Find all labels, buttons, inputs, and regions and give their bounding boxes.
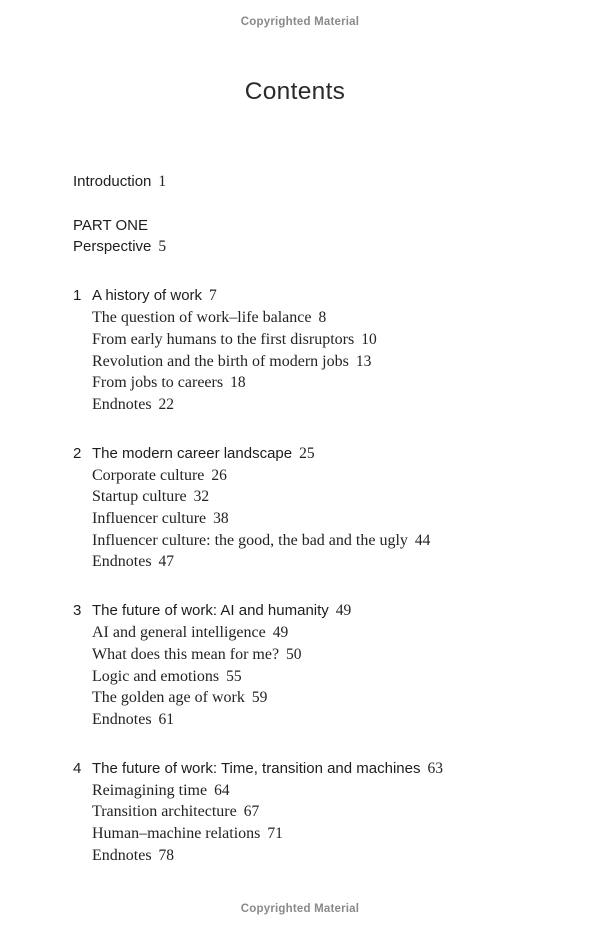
section-entry	[73, 709, 588, 731]
section-title: Startup culture	[92, 488, 187, 506]
section-entry	[73, 845, 588, 867]
chapter-page-number: 49	[335, 602, 352, 620]
section-page-number: 49	[272, 624, 289, 642]
section-title: Endnotes	[92, 395, 152, 413]
section-title: From jobs to careers	[92, 374, 224, 392]
section-page-number: 26	[211, 466, 227, 484]
section-page-number: 59	[251, 689, 268, 707]
section-page-number: 44	[414, 531, 431, 549]
part-one-title: Perspective	[73, 238, 152, 256]
toc-chapter	[73, 757, 588, 867]
toc-chapter	[73, 442, 588, 574]
toc-chapter	[73, 284, 588, 416]
section-title: Influencer culture: the good, the bad and the ugly	[92, 531, 408, 549]
section-title: Human–machine relations	[92, 825, 261, 843]
section-entry	[73, 530, 588, 552]
section-title: AI and general intelligence	[92, 624, 266, 642]
section-title: Reimagining time	[92, 781, 208, 799]
section-title: Corporate culture	[92, 466, 205, 484]
section-entry	[73, 823, 588, 845]
section-title: From early humans to the first disruptors	[92, 330, 355, 348]
section-entry	[73, 687, 588, 709]
chapter-title: The future of work: AI and humanity	[92, 602, 329, 620]
section-title: Endnotes	[92, 710, 152, 728]
introduction-page-number: 1	[158, 173, 167, 190]
part-one-title-line	[73, 236, 588, 258]
section-page-number: 67	[243, 803, 260, 821]
section-title: Endnotes	[92, 553, 152, 571]
copyright-notice-top: Copyrighted Material	[240, 16, 360, 28]
chapter-title: The future of work: Time, transition and machines	[92, 759, 421, 777]
section-page-number: 18	[230, 374, 246, 392]
copyright-notice-bottom: Copyrighted Material	[240, 903, 360, 915]
section-entry	[73, 372, 588, 394]
section-entry	[73, 307, 588, 329]
toc-chapter-list	[73, 284, 588, 866]
chapter-heading	[73, 442, 588, 465]
section-page-number: 78	[158, 846, 175, 864]
chapter-number: 2	[73, 444, 82, 462]
section-entry	[73, 801, 588, 823]
section-page-number: 8	[318, 309, 327, 327]
section-page-number: 10	[361, 330, 377, 348]
table-of-contents	[73, 171, 588, 866]
section-title: The question of work–life balance	[92, 309, 312, 327]
part-one-page-number: 5	[158, 238, 167, 256]
section-page-number: 47	[158, 553, 175, 571]
section-entry	[73, 508, 588, 530]
chapter-number: 1	[73, 287, 82, 305]
section-page-number: 55	[226, 667, 242, 685]
section-page-number: 38	[213, 510, 229, 528]
section-page-number: 32	[193, 488, 210, 506]
section-title: What does this mean for me?	[92, 645, 280, 663]
section-entry	[73, 329, 588, 351]
toc-entry-introduction	[73, 171, 588, 193]
section-page-number: 64	[214, 781, 230, 799]
section-entry	[73, 551, 588, 573]
section-title: Revolution and the birth of modern jobs	[92, 352, 349, 370]
section-page-number: 22	[158, 395, 175, 413]
chapter-heading	[73, 599, 588, 622]
section-title: The golden age of work	[92, 689, 245, 707]
section-title: Influencer culture	[92, 510, 207, 528]
toc-part-one	[73, 215, 588, 258]
chapter-page-number: 7	[209, 287, 217, 305]
chapter-number: 3	[73, 602, 82, 620]
page-title: Contents	[244, 78, 346, 105]
section-entry	[73, 394, 588, 416]
section-title: Transition architecture	[92, 803, 237, 821]
section-entry	[73, 666, 588, 688]
section-entry	[73, 622, 588, 644]
section-entry	[73, 351, 588, 373]
section-entry	[73, 644, 588, 666]
chapter-heading	[73, 284, 588, 307]
section-page-number: 50	[286, 645, 302, 663]
chapter-title: A history of work	[92, 287, 203, 305]
part-one-kicker: PART ONE	[73, 216, 149, 234]
introduction-label: Introduction	[73, 173, 152, 190]
section-page-number: 13	[355, 352, 372, 370]
section-entry	[73, 780, 588, 802]
chapter-page-number: 25	[299, 444, 315, 462]
toc-chapter	[73, 599, 588, 731]
chapter-title: The modern career landscape	[92, 444, 293, 462]
chapter-page-number: 63	[427, 759, 443, 777]
chapter-number: 4	[73, 759, 82, 777]
section-title: Logic and emotions	[92, 667, 220, 685]
section-entry	[73, 486, 588, 508]
section-page-number: 71	[267, 825, 283, 843]
section-page-number: 61	[158, 710, 175, 728]
section-title: Endnotes	[92, 846, 152, 864]
section-entry	[73, 465, 588, 487]
chapter-heading	[73, 757, 588, 780]
